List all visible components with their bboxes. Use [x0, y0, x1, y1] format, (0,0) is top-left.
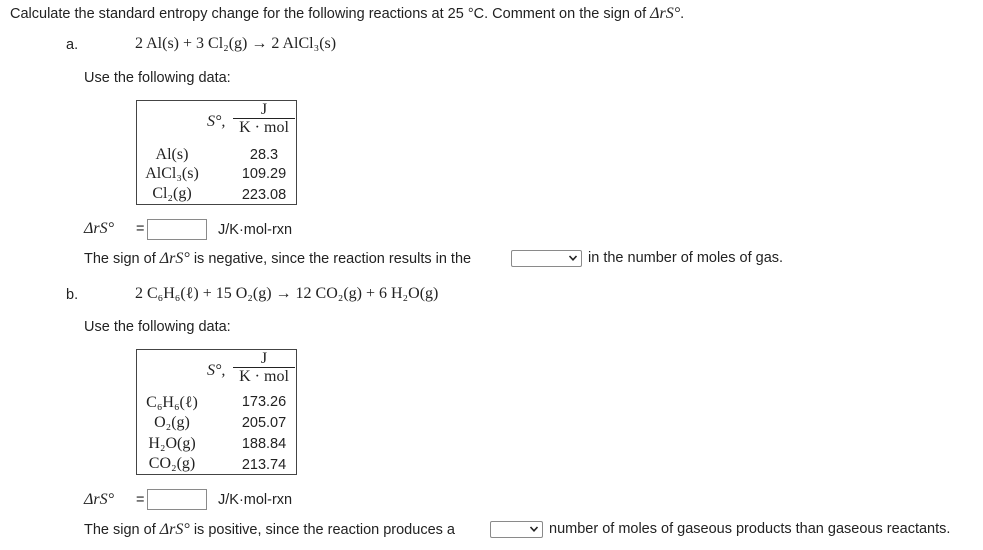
- species-cell: O₂(g): [154, 414, 190, 431]
- unit-denominator: K · mol: [239, 368, 289, 385]
- species-cell: H₂O(g): [148, 435, 196, 452]
- value-cell: 173.26: [241, 394, 287, 410]
- table-row: [137, 455, 207, 473]
- part-b-reaction: 2 C₆H₆(ℓ) + 15 O₂(g) → 12 CO₂(g) + 6 H₂O(g): [135, 285, 439, 302]
- part-a-answer-input[interactable]: [147, 219, 207, 240]
- table-row: [137, 435, 207, 453]
- sign-text-before: The sign of: [84, 522, 156, 538]
- table-header-unit: [233, 101, 295, 136]
- species-cell: Cl₂(g): [152, 185, 192, 202]
- value-cell: 223.08: [241, 187, 287, 203]
- sign-text-before: The sign of: [84, 251, 156, 267]
- part-a-units: J/K·mol-rxn: [218, 222, 293, 238]
- part-b-use-data: Use the following data:: [84, 319, 231, 335]
- part-a-delta-label: ΔrS°: [84, 220, 115, 237]
- part-b-answer-input[interactable]: [147, 489, 207, 510]
- delta-symbol: ΔrS°: [159, 521, 190, 538]
- sign-text-mid: is positive, since the reaction produces a: [193, 522, 455, 538]
- unit-numerator: J: [233, 350, 295, 368]
- part-b-units: J/K·mol-rxn: [218, 492, 293, 508]
- value-cell: 28.3: [249, 147, 279, 163]
- part-b-data-table: [136, 349, 297, 475]
- species-cell: CO₂(g): [148, 455, 196, 472]
- table-row: [137, 165, 207, 183]
- value-cell: 213.74: [241, 457, 287, 473]
- part-b-sign-sentence: [84, 521, 455, 539]
- unit-denominator: K · mol: [239, 119, 289, 136]
- part-a-use-data: Use the following data:: [84, 70, 231, 86]
- value-cell: 109.29: [241, 166, 287, 182]
- table-header-symbol: S°,: [207, 113, 226, 130]
- equals-sign: =: [136, 492, 145, 508]
- part-a-change-select[interactable]: [511, 250, 582, 267]
- question-prompt: Calculate the standard entropy change for the following reactions at 25 °C. Comment on the sign of ΔrS°.: [10, 5, 685, 22]
- table-header-unit: [233, 350, 295, 385]
- part-a-reaction: 2 Al(s) + 3 Cl₂(g) → 2 AlCl₃(s): [135, 35, 337, 52]
- part-b-sign-after: number of moles of gaseous products than gaseous reactants.: [549, 521, 951, 537]
- unit-numerator: J: [233, 101, 295, 119]
- sign-text-mid: is negative, since the reaction results in the: [193, 251, 472, 267]
- part-a-data-table: [136, 100, 297, 205]
- table-row: [137, 394, 207, 412]
- part-a-label: a.: [66, 37, 79, 53]
- prompt-text: Calculate the standard entropy change for the following reactions at 25 °C. Comment on the sign of: [10, 6, 647, 22]
- table-header-symbol: S°,: [207, 362, 226, 379]
- chevron-down-icon: [529, 524, 539, 534]
- species-cell: AlCl₃(s): [145, 165, 199, 182]
- table-row: [137, 185, 207, 203]
- value-cell: 205.07: [241, 415, 287, 431]
- value-cell: 188.84: [241, 436, 287, 452]
- part-b-label: b.: [66, 287, 79, 303]
- delta-symbol: ΔrS°: [159, 250, 190, 267]
- table-row: [137, 146, 207, 164]
- delta-symbol: ΔrS°: [650, 5, 681, 22]
- species-cell: C₆H₆(ℓ): [146, 394, 198, 411]
- table-row: [137, 414, 207, 432]
- chevron-down-icon: [568, 253, 578, 263]
- species-cell: Al(s): [155, 146, 189, 163]
- part-a-sign-sentence: [84, 250, 471, 268]
- equals-sign: =: [136, 221, 145, 237]
- part-a-sign-after: in the number of moles of gas.: [588, 250, 784, 266]
- part-b-delta-label: ΔrS°: [84, 491, 115, 508]
- part-b-number-select[interactable]: [490, 521, 543, 538]
